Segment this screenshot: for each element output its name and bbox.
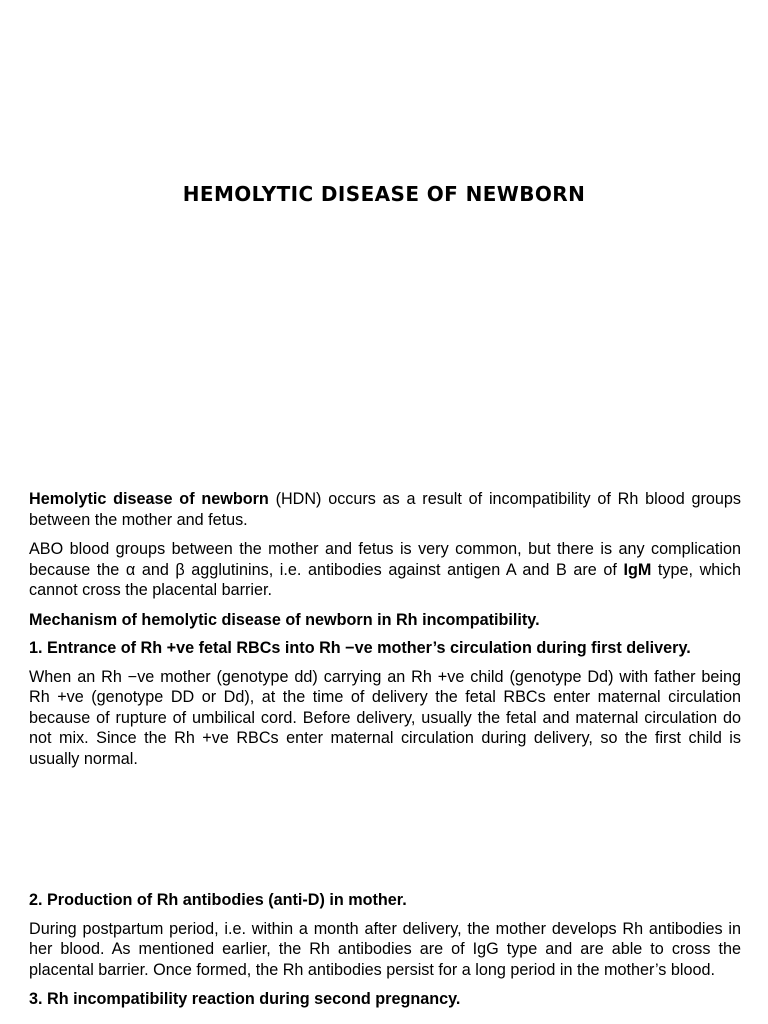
- abo-text-start: ABO blood groups between the mother and fetus is very common, but there is any complication because the α and β agglutinins, i.e. antibodies against antigen A and B are of: [29, 540, 741, 579]
- paragraph-abo: [29, 539, 741, 601]
- step1-paragraph: When an Rh −ve mother (genotype dd) carrying an Rh +ve child (genotype Dd) with father being Rh +ve (genotype DD or Dd), at the time of delivery the fetal RBCs enter maternal circulation because of rupture of umbilical cord. Before delivery, usually the fetal and maternal circulation do not mix. Since the Rh +ve RBCs enter maternal circulation during delivery, so the first child is usually normal.: [29, 667, 741, 768]
- step1-heading-text: 1. Entrance of Rh +ve fetal RBCs into Rh −ve mother’s circulation during first delivery.: [29, 639, 691, 657]
- abo-text-end: type, which cannot cross the placental barrier.: [29, 560, 741, 599]
- paragraph-definition: [29, 489, 741, 530]
- step3-heading: [29, 989, 741, 1010]
- text-block-intro: [29, 489, 741, 778]
- mechanism-heading-text: Mechanism of hemolytic disease of newborn in Rh incompatibility.: [29, 610, 540, 629]
- definition-text: (HDN) occurs as a result of incompatibility of Rh blood groups between the mother and fetus.: [29, 490, 741, 529]
- step2-heading-text: 2. Production of Rh antibodies (anti-D) in mother.: [29, 891, 407, 909]
- term-igm: IgM: [623, 560, 652, 579]
- text-block-continued: [29, 890, 741, 1018]
- step3-heading-text: 3. Rh incompatibility reaction during second pregnancy.: [29, 990, 461, 1008]
- step2-heading: [29, 890, 741, 911]
- step2-paragraph: During postpartum period, i.e. within a month after delivery, the mother develops Rh antibodies in her blood. As mentioned earlier, the Rh antibodies are of IgG type and are able to cross the placental barrier. Once formed, the Rh antibodies persist for a long period in the mother’s blood.: [29, 919, 741, 979]
- term-hdn: Hemolytic disease of newborn: [29, 490, 269, 508]
- step1-heading: [29, 638, 741, 659]
- page-title: HEMOLYTIC DISEASE OF NEWBORN: [182, 182, 586, 206]
- mechanism-heading: [29, 610, 741, 631]
